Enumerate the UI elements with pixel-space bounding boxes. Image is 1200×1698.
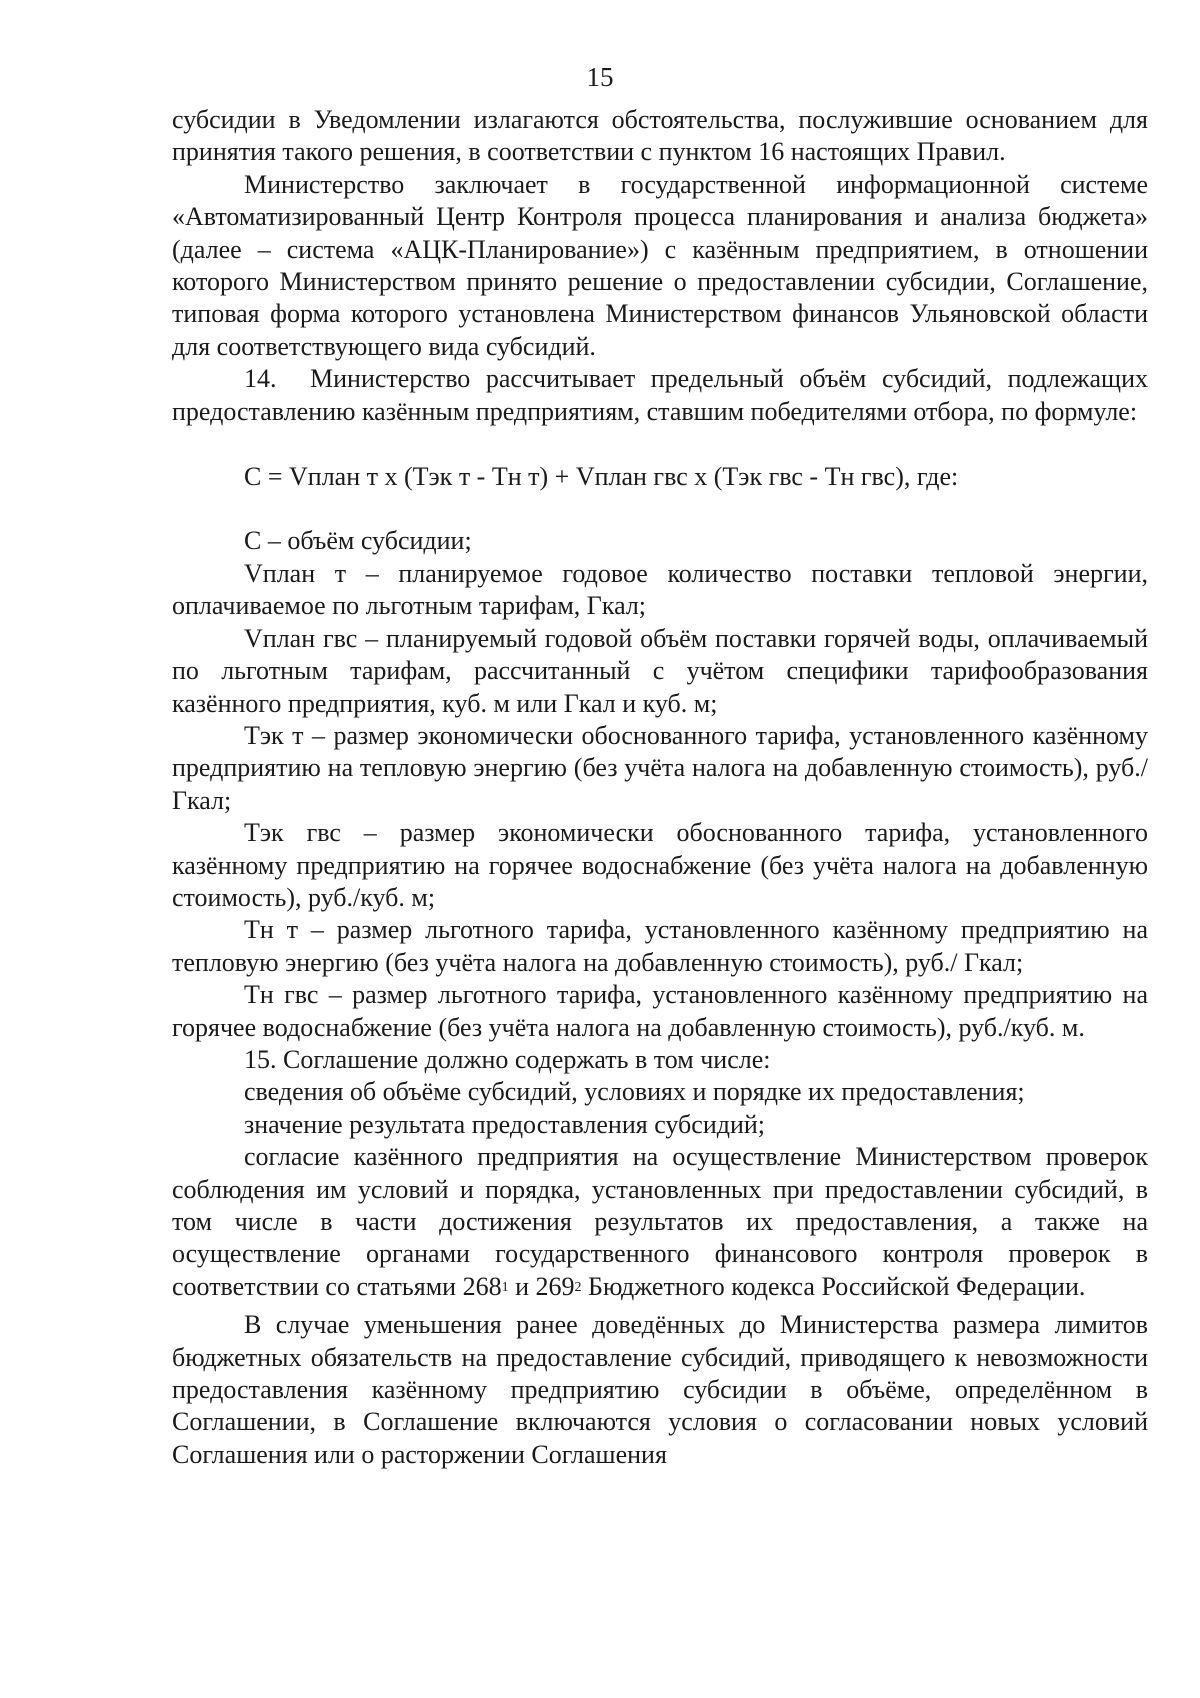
definition-c: С – объём субсидии; <box>244 526 472 556</box>
consent-text-part-1: согласие казённого предприятия на осуществление Министерством проверок соблюдения им условий и порядка, установленных при предоставлении субсидий, в том числе в части достижения результатов их предоставления, а также на осуществление органами государственного финансового контроля проверок в соответствии со статьями 268 <box>172 1142 1148 1301</box>
paragraph-14 <box>172 363 1148 428</box>
definition-vplan-gvs: Vплан гвс – планируемый годовой объём поставки горячей воды, оплачиваемый по льготным тарифам, рассчитанный с учётом специфики тарифообразования казённого предприятия, куб. м или Гкал и куб. м; <box>172 623 1148 718</box>
list-item-volume: сведения об объёме субсидий, условиях и порядке их предоставления; <box>244 1077 1025 1107</box>
superscript-2: 2 <box>574 1279 582 1295</box>
definition-tek-t: Тэк т – размер экономически обоснованного тарифа, установленного казённому предприятию на тепловую энергию (без учёта налога на добавленную стоимость), руб./ Гкал; <box>172 720 1148 815</box>
superscript-1: 1 <box>501 1279 509 1295</box>
definition-tn-gvs: Тн гвс – размер льготного тарифа, установленного казённому предприятию на горячее водоснабжение (без учёта налога на добавленную стоимость), руб./куб. м. <box>172 980 1148 1042</box>
subsidy-formula: С = Vплан т х (Тэк т - Тн т) + Vплан гвс х (Тэк гвс - Тн гвс), где: <box>244 462 959 492</box>
paragraph-agreement-system: Министерство заключает в государственной информационной системе «Автоматизированный Центр Контроля процесса планирования и анализа бюджета» (далее – система «АЦК-Планирование») с казённым предприятием, в отношении которого Министерством принято решение о предоставлении субсидии, Соглашение, типовая форма которого установлена Министерством финансов Ульяновской области для соответствующего вида субсидий. <box>172 169 1148 361</box>
consent-text-part-2: и 269 <box>508 1271 575 1301</box>
definition-vplan-t: Vплан т – планируемое годовое количество поставки тепловой энергии, оплачиваемое по льготным тарифам, Гкал; <box>172 558 1148 621</box>
page-number: 15 <box>586 62 614 92</box>
paragraph-limits-reduction: В случае уменьшения ранее доведённых до Министерства размера лимитов бюджетных обязательств на предоставление субсидий, приводящего к невозможности предоставления казённому предприятию субсидии в объёме, определённом в Соглашении, в Соглашение включаются условия о согласовании новых условий Соглашения или о расторжении Соглашения <box>172 1310 1148 1469</box>
paragraph-14-text: Министерство рассчитывает предельный объём субсидий, подлежащих предоставлению казённым предприятиям, ставшим победителями отбора, по формуле: <box>172 364 1148 426</box>
list-item-consent <box>172 1141 1148 1303</box>
definition-tn-t: Тн т – размер льготного тарифа, установленного казённому предприятию на тепловую энергию (без учёта налога на добавленную стоимость), руб./ Гкал; <box>172 915 1148 977</box>
paragraph-15: 15. Соглашение должно содержать в том числе: <box>244 1044 771 1074</box>
list-item-result: значение результата предоставления субсидий; <box>244 1109 766 1139</box>
paragraph-continuation: субсидии в Уведомлении излагаются обстоятельства, послужившие основанием для принятия такого решения, в соответствии с пунктом 16 настоящих Правил. <box>172 105 1148 167</box>
clause-number-14: 14. <box>244 364 277 394</box>
document-body <box>172 104 1148 1471</box>
definition-tek-gvs: Тэк гвс – размер экономически обоснованного тарифа, установленного казённому предприятию на горячее водоснабжение (без учёта налога на добавленную стоимость), руб./куб. м; <box>172 818 1148 912</box>
consent-text-part-3: Бюджетного кодекса Российской Федерации. <box>581 1271 1086 1301</box>
